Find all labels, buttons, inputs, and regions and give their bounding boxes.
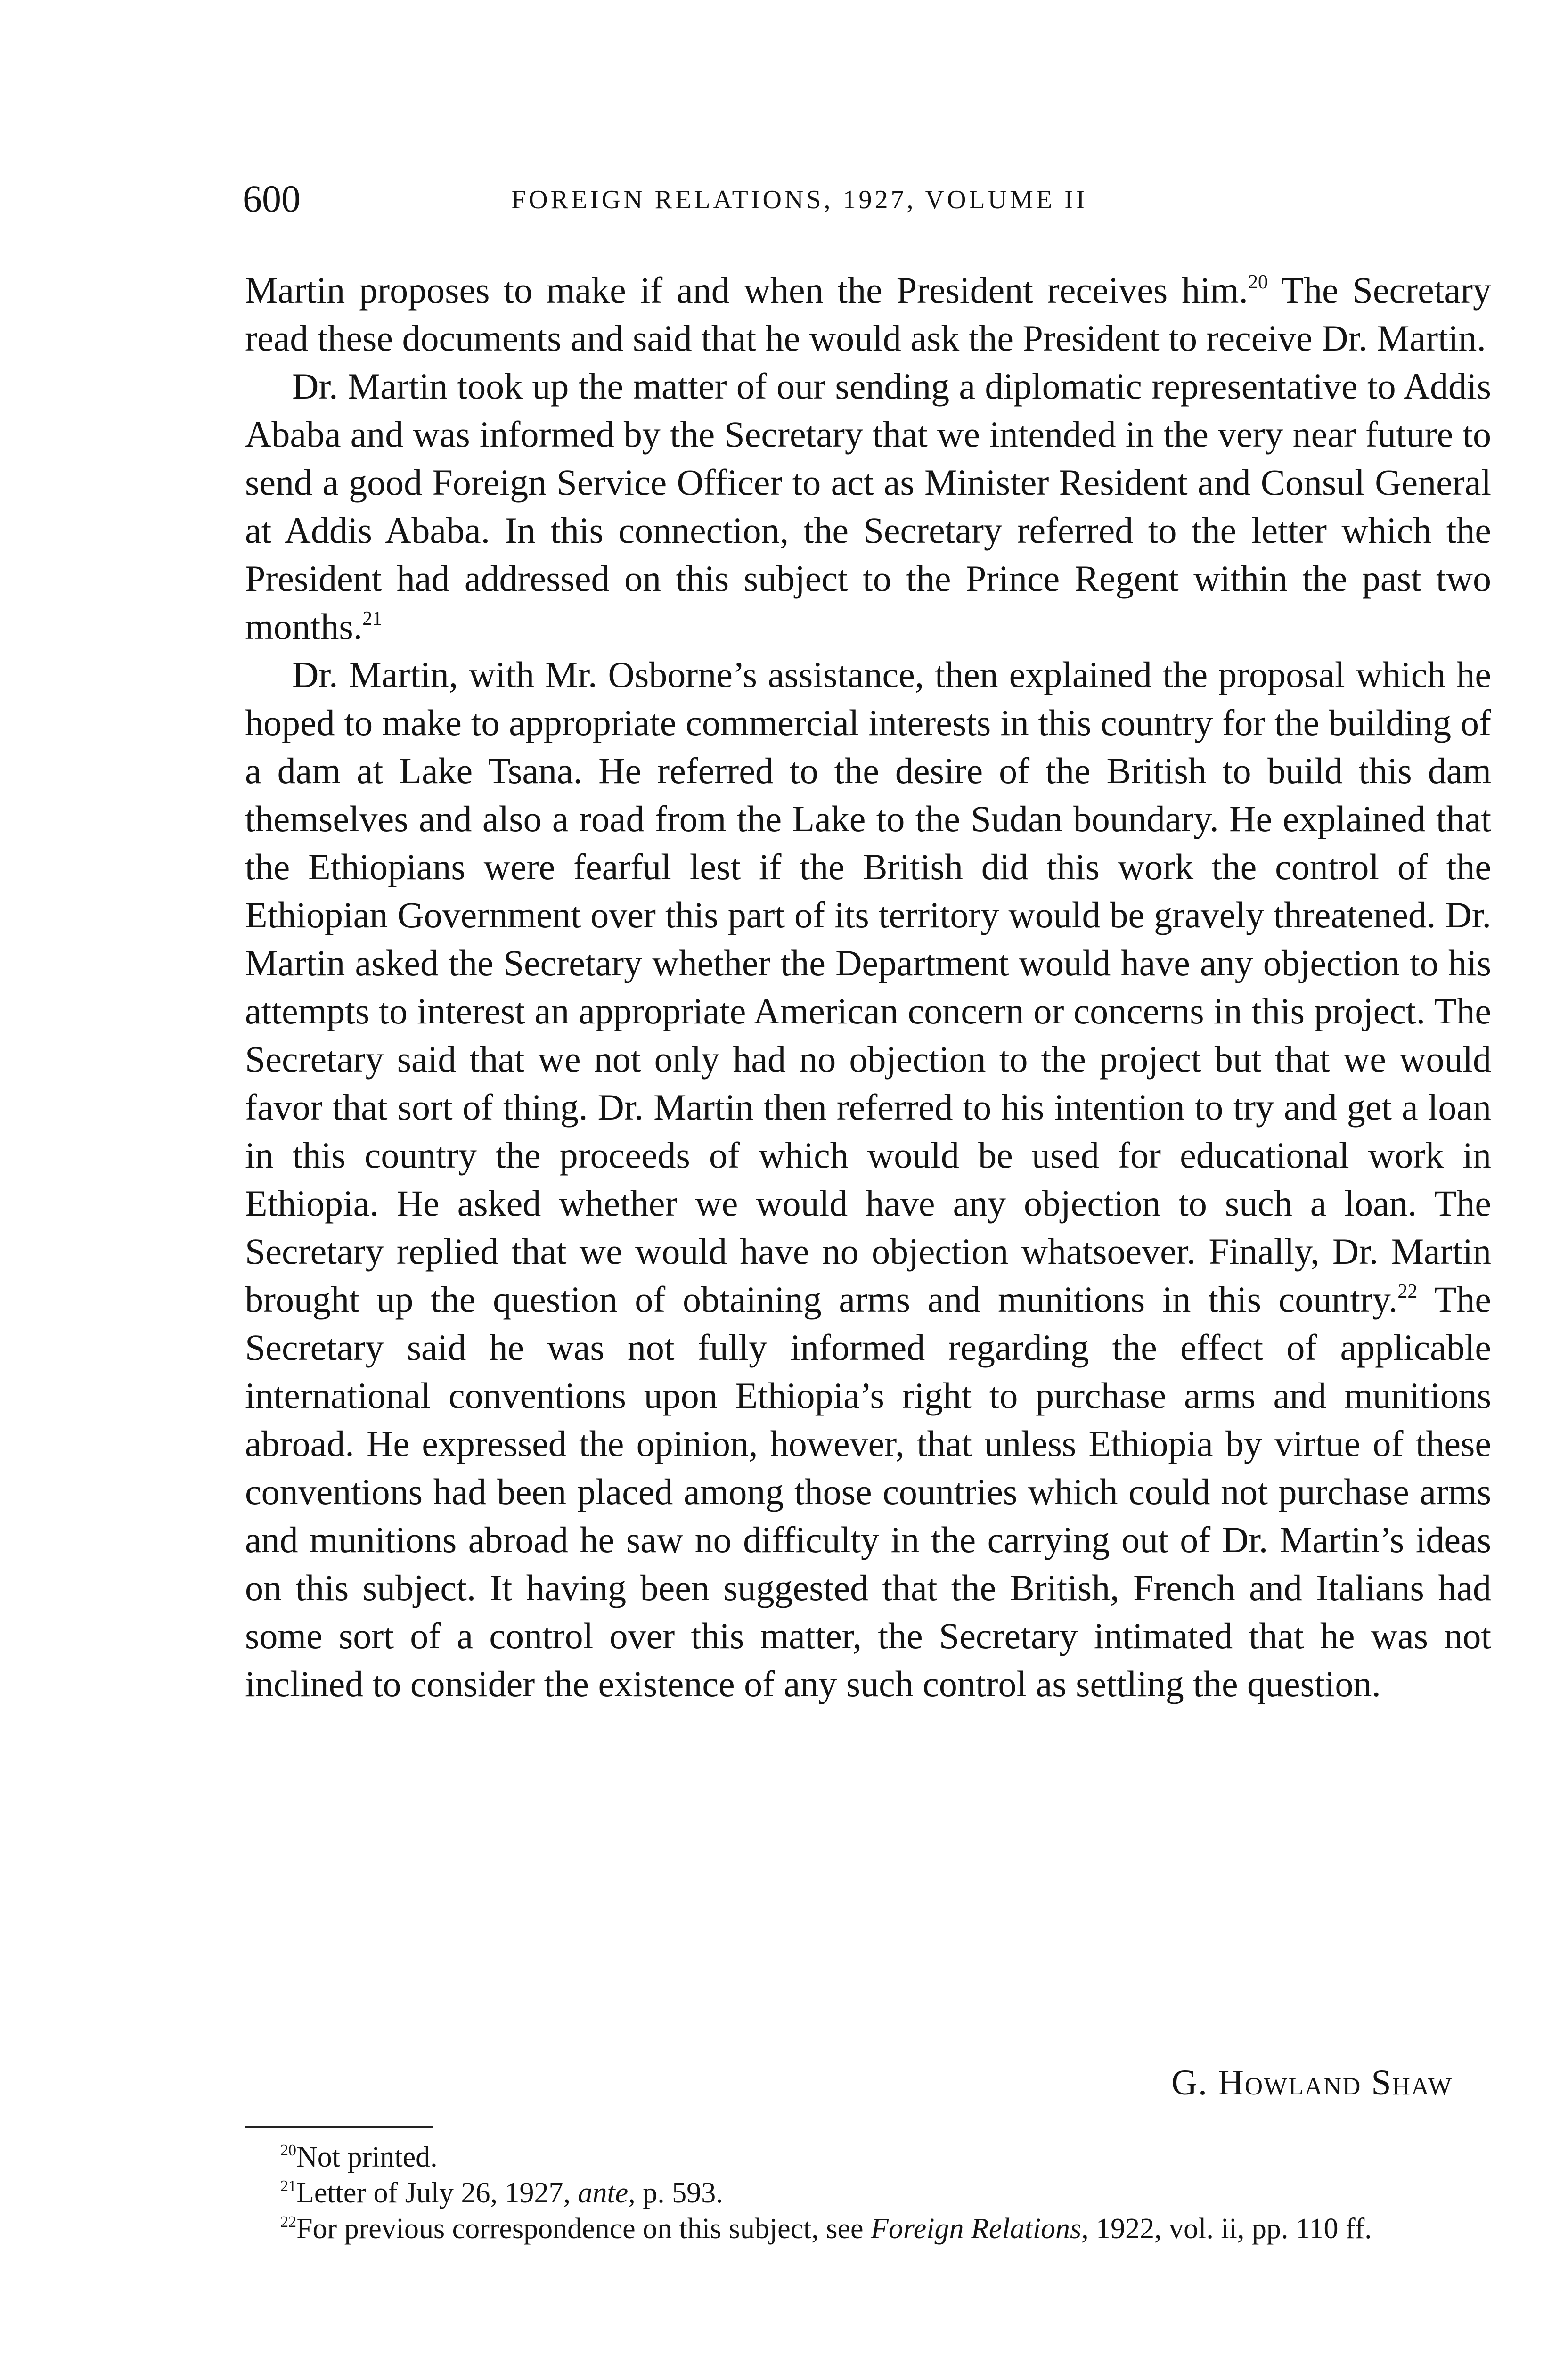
signature: G. Howland Shaw <box>1171 2063 1453 2102</box>
paragraph-1-text: Martin proposes to make if and when the President receives him. <box>245 270 1248 311</box>
footnote-ref-22[interactable]: 22 <box>1397 1281 1418 1302</box>
footnote-text: For previous correspondence on this subject, see <box>296 2213 871 2245</box>
page-number: 600 <box>243 177 301 220</box>
running-head <box>243 175 1543 222</box>
paragraph-3 <box>245 651 1491 1708</box>
running-title: FOREIGN RELATIONS, 1927, VOLUME II <box>511 185 1088 214</box>
footnote-number: 20 <box>280 2142 296 2159</box>
footnote-ref-21[interactable]: 21 <box>362 608 383 630</box>
paragraph-1 <box>245 266 1491 362</box>
footnote-number: 22 <box>280 2213 296 2231</box>
footnote-21 <box>245 2175 1491 2211</box>
footnote-italic: ante <box>578 2177 629 2209</box>
footnote-ref-20[interactable]: 20 <box>1248 271 1268 293</box>
footnote-22 <box>245 2211 1491 2247</box>
footnotes <box>245 2139 1491 2247</box>
body-text <box>245 266 1491 1708</box>
footnote-text: Letter of July 26, 1927, <box>296 2177 578 2209</box>
footnote-text: Not printed. <box>296 2141 438 2173</box>
paragraph-1-tail: The Secretary read these documents and said that he would ask the President to receive Dr. Martin. <box>245 270 1492 359</box>
paragraph-3-tail: The Secretary said he was not fully informed regarding the effect of applicable international conventions upon Ethiopia’s right to purchase arms and munitions abroad. He expressed the opinion, however, that unless Ethiopia by virtue of these conventions had been placed among those countries which could not purchase arms and munitions abroad he saw no difficulty in the carrying out of Dr. Martin’s ideas on this subject. It having been suggested that the British, French and Italians had some sort of a control over this matter, the Secretary intimated that he was not inclined to consider the existence of any such control as settling the question. <box>245 1279 1491 1704</box>
footnote-20 <box>245 2139 1491 2175</box>
footnote-number: 21 <box>280 2177 296 2195</box>
footnote-tail: , p. 593. <box>628 2177 723 2209</box>
paragraph-2 <box>245 362 1491 651</box>
footnote-italic: Foreign Relations <box>871 2213 1082 2245</box>
footnote-tail: , 1922, vol. ii, pp. 110 ff. <box>1081 2213 1372 2245</box>
footnote-rule <box>245 2126 433 2128</box>
paragraph-3-text: Dr. Martin, with Mr. Osborne’s assistance, then explained the proposal which he hoped to make to appropriate commercial interests in this country for the building of a dam at Lake Tsana. He referred to the desire of the British to build this dam themselves and also a road from the Lake to the Sudan boundary. He explained that the Ethiopians were fearful lest if the British did this work the control of the Ethiopian Government over this part of its territory would be gravely threatened. Dr. Martin asked the Secretary whether the Department would have any objection to his attempts to interest an appropriate American concern or concerns in this project. The Secretary said that we not only had no objection to the project but that we would favor that sort of thing. Dr. Martin then referred to his intention to try and get a loan in this country the proceeds of which would be used for educational work in Ethiopia. He asked whether we would have any objection to such a loan. The Secretary replied that we would have no objection whatsoever. Finally, Dr. Martin brought up the question of obtaining arms and munitions in this country. <box>245 654 1491 1320</box>
paragraph-2-text: Dr. Martin took up the matter of our sending a diplomatic representative to Addis Ababa and was informed by the Secretary that we intended in the very near future to send a good Foreign Service Officer to act as Minister Resident and Consul General at Addis Ababa. In this connection, the Secretary referred to the letter which the President had addressed on this subject to the Prince Regent within the past two months. <box>245 366 1491 647</box>
